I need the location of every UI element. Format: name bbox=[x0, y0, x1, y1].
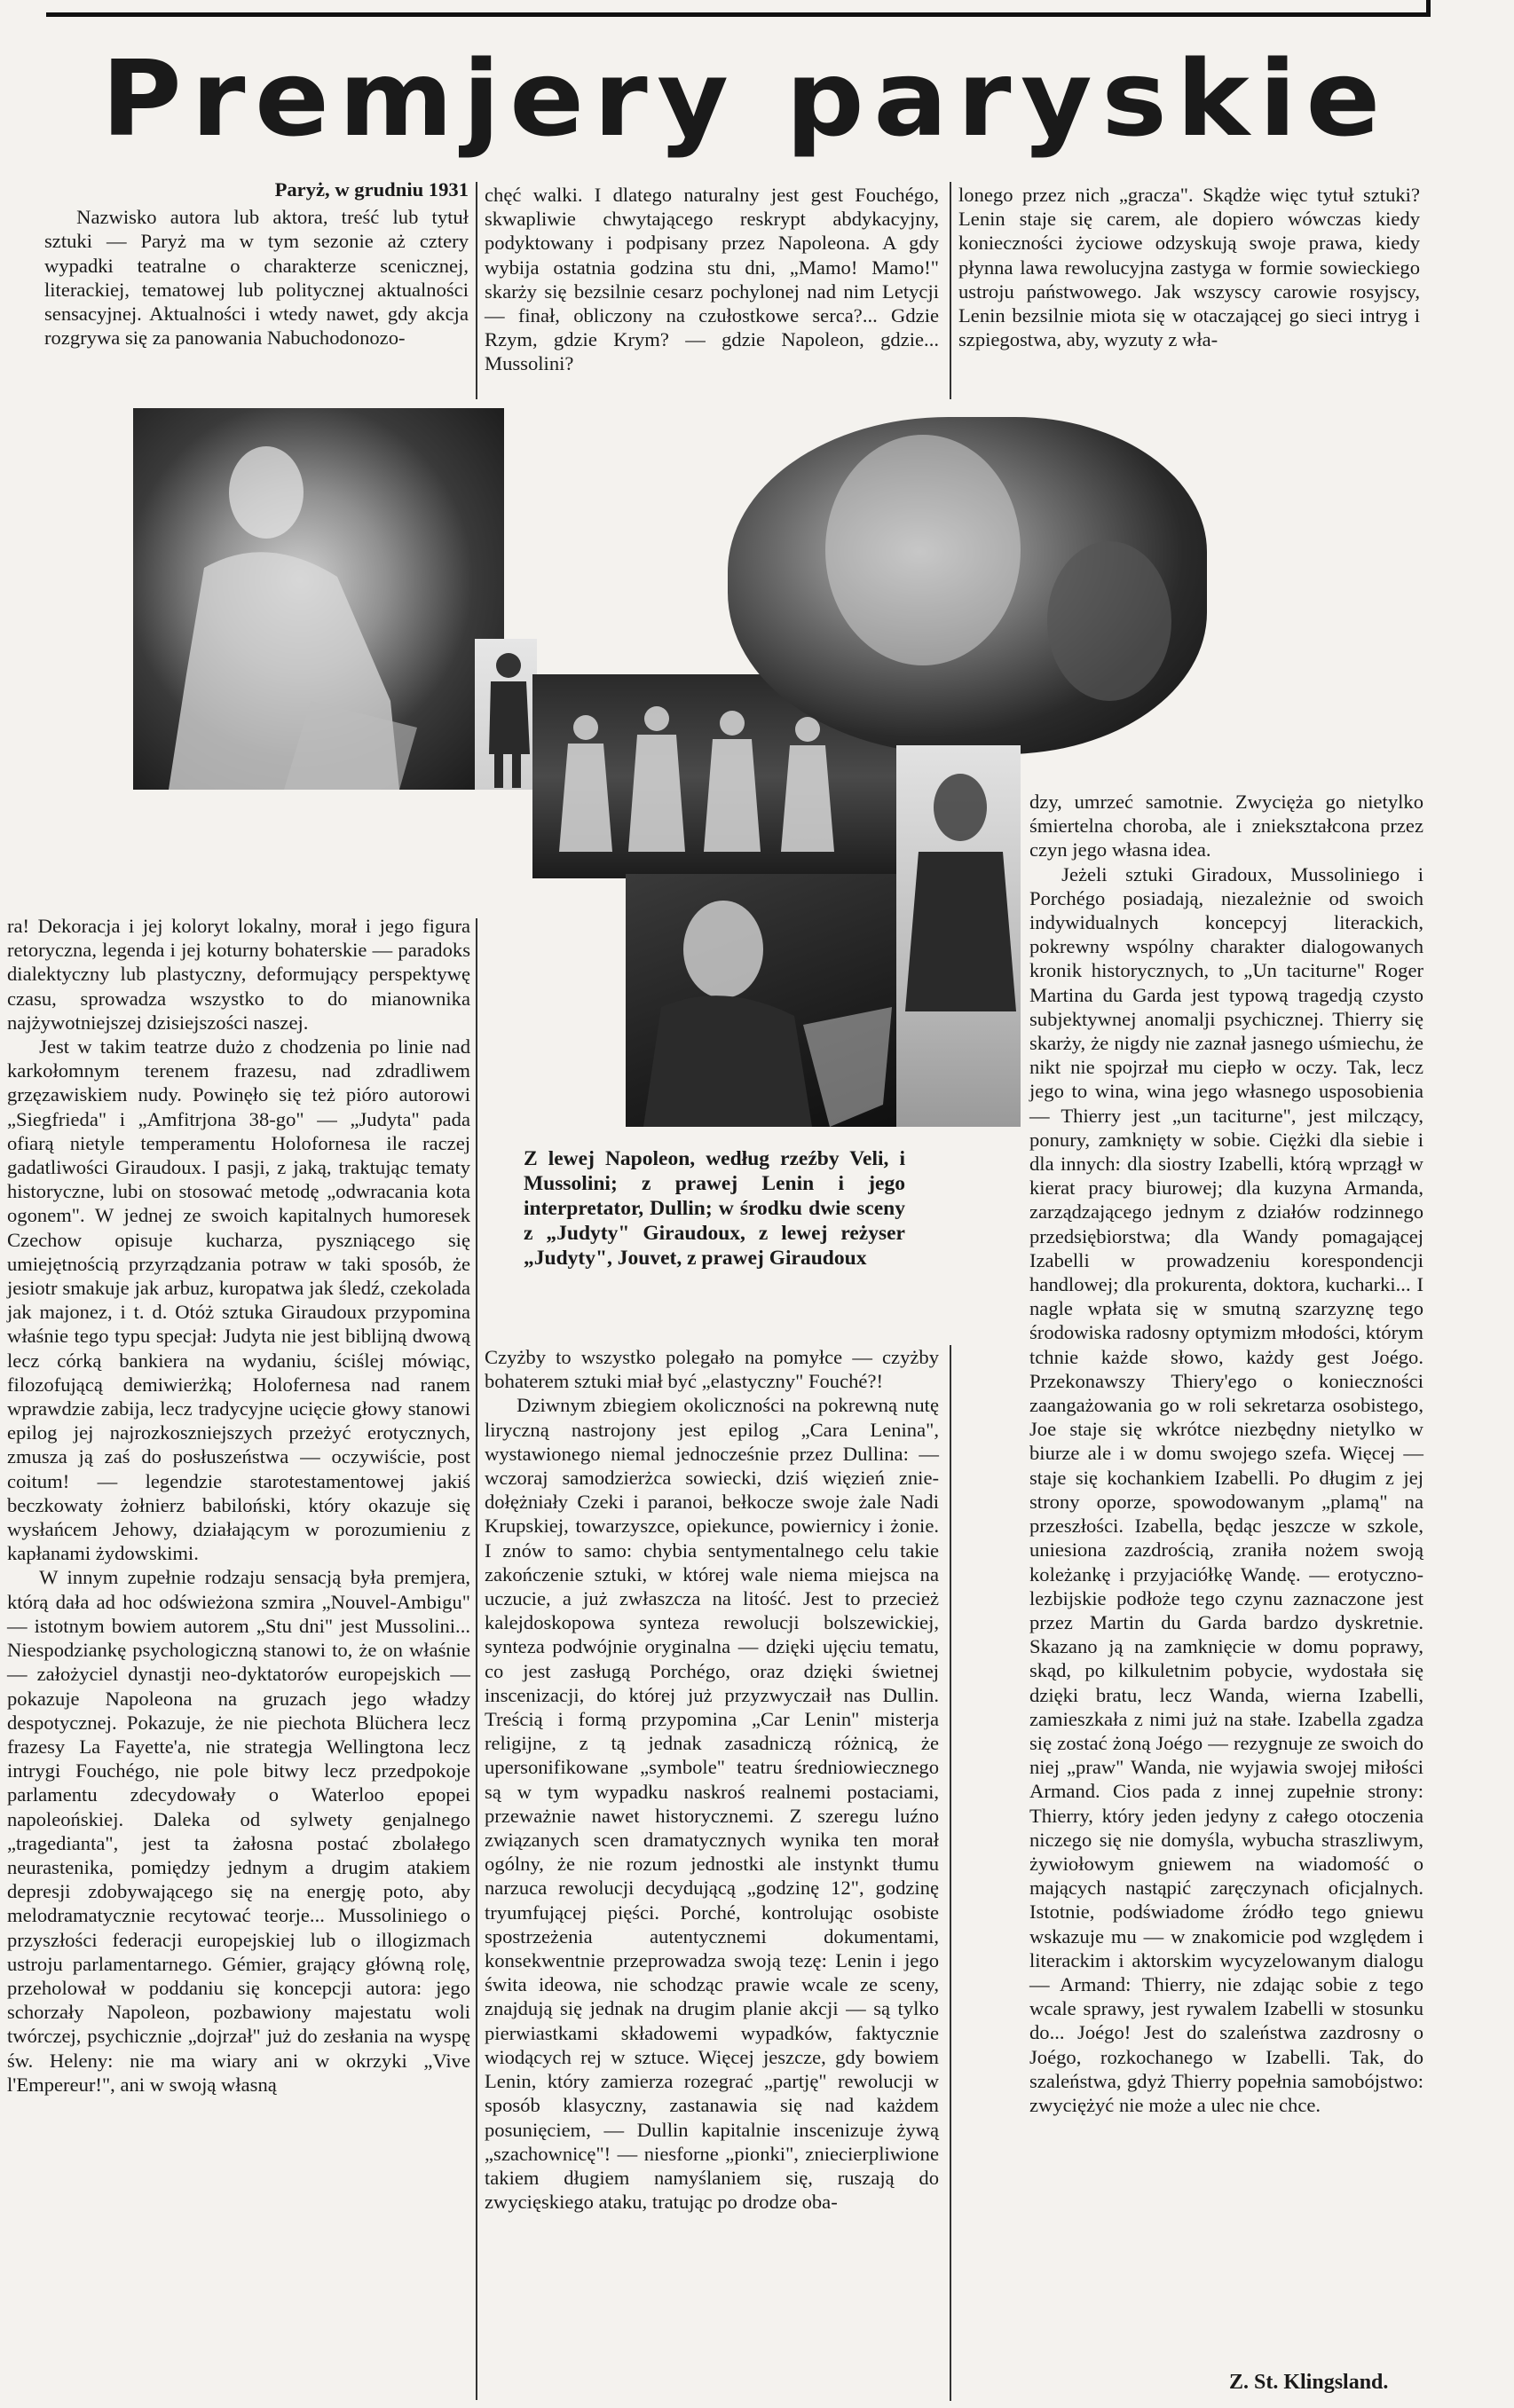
jouvet-photo bbox=[626, 874, 901, 1127]
paragraph: chęć walki. I dlatego naturalny jest gest Fouchégo, skwapliwie chwytającego reskrypt abdykacyjny, podyktowany i podpisany przez Napoleona. A gdy wybija ostatnia godzina stu dni, „Mamo! Mamo!" skarży się bezsilnie cesarz pochylonej nad nim Letycji — finał, obliczony na czułostkowe serca?... Gdzie Rzym, gdzie Krym? — gdzie Napoleon, gdzie... Mussolini? bbox=[485, 184, 939, 375]
column-divider bbox=[950, 1345, 951, 2401]
paragraph: Czyżby to wszystko polegało na pomyłce — czyżby bohaterem sztuki miał być „elastyczny" Fouché?! bbox=[485, 1346, 939, 1393]
column-1-bottom bbox=[7, 914, 470, 2097]
paragraph: Jeżeli sztuki Giradoux, Mussoliniego i Porchégo posiadają, niezależnie od swoich indywidualnych koncepcyj literackich, pokrewny wspólny charakter dialogowanych kronik historycznych, to „Un taciturne" Roger Martina du Garda jest typową tragedją czysto subjektywnej anomalji psychicznej. Thierry się skarży, że nigdy nie zaznał jasnego uśmiechu, że nikt nie spojrzał mu ciepło w oczy. Tak, lecz jego to wina, wina jego własnego usposobienia — Thierry jest „un taciturne", jest milczący, ponury, zamknięty w sobie. Ciężki dla siebie i dla innych: dla siostry Izabelli, którą wprzągł w kierat pracy biurowej; dla kuzyna Armanda, zarządzającego jednym z działów rodzinnego przedsiębiorstwa; dla Wandy pomagającej Izabelli w prowadzeniu korespondencji handlowej; dla prokurenta, doktora, kucharki... I nagle wpłata się w smutną szarzyznę tego środowiska radosny optymizm młodości, którym tchnie każde słowo, każdy gest Joégo. Przekonawszy Thiery'ego o konieczności zaangażowania go w roli sekretarza osobistego, Joe staje się wkrótce niezbędny nietylko w biurze ale i w domu swojego szefa. Więcej — staje się kochankiem Izabelli. Po długim z jej strony oporze, spowodowanym „plamą" na przeszłości. Izabella, będąc jeszcze w szkole, uniesiona zazdrością, zraniła nożem swoją koleżankę i przyjaciółkę Wandę. — erotyczno-lezbijskie podłoże tego czynu zaznaczone jest przez Martin du Garda bardzo dyskretnie. Skazano ją na zamknięcie w domu poprawy, skąd, po kilkuletnim pobycie, wydostała się dzięki bratu, lecz Wanda, wierna Izabelli, zamieszkała z nimi już na stałe. Izabella zgadza się zostać żoną Joégo — rezygnuje ze swoich do niej „praw" Wanda, nie wyjawia swojej miłości Armand. Cios pada z innej zupełnie strony: Thierry, który jeden jedyny z całego otoczenia niczego się nie domyśla, wybucha straszliwym, żywiołowym gniewem na wiadomość o mających nastąpić zaręczynach oficjalnych. Istotnie, podświadome źródło tego gniewu wskazuje mu — w znakomicie pod względem i literackim i aktorskim wycyzelowanym dialogu — Armand: Thierry, nie zdając sobie z tego wcale sprawy, jest rywalem Izabelli w stosunku do... Joégo! Jest do szaleństwa zazdrosny o Joégo, rozkochanego w Izabelli. Tak, do szaleństwa, gdyż Thierry popełnia samobójstwo: zwyciężyć nie może a ulec nie chce. bbox=[1029, 862, 1423, 2116]
column-1-top bbox=[44, 177, 469, 350]
column-divider bbox=[950, 182, 951, 399]
paragraph: dzy, umrzeć samotnie. Zwycięża go nietylko śmiertelna choroba, ale i zniekształcona przez czyn jego własna idea. bbox=[1029, 791, 1423, 862]
page-title: Premjery paryskie bbox=[101, 37, 1390, 160]
column-divider bbox=[476, 182, 477, 399]
dateline: Paryż, w grudniu 1931 bbox=[274, 178, 469, 201]
paragraph: ra! Dekoracja i jej koloryt lokalny, morał i jego figura retoryczna, legenda i jej koturny bohaterskie — paradoks dialektyczny lub plastyczny, deformujący perspektywę czasu, sprowadza wszystko to do mianownika najżywotniejszej dzisiejszości naszej. bbox=[7, 915, 470, 1034]
lenin-portrait-photo bbox=[728, 417, 1207, 754]
column-3-bottom bbox=[1029, 790, 1423, 2117]
photo-caption: Z lewej Napoleon, według rzeźby Veli, i Mussolini; z prawej Lenin i jego interpretator, Dullin; w środku dwie sceny z „Judyty" Giraudoux, z lewej reżyser „Judyty", Jouvet, z prawej Giraudoux bbox=[524, 1147, 905, 1270]
top-frame-rule bbox=[46, 0, 1431, 17]
mussolini-photo bbox=[475, 639, 537, 790]
paragraph: lonego przez nich „gracza". Skądże więc tytuł sztuki? Lenin staje się carem, ale dopiero wówczas kiedy konieczności życiowe odzyskują swoje prawa, kiedy płynna lawa rewolucyjna zastyga w formie sowieckiego ustroju państwowego. Jak wszyscy carowie rosyjscy, Lenin bezsilnie miota się w otaczającej go sieci intryg i szpiegostwa, aby, wyzuty z wła- bbox=[958, 184, 1420, 351]
napoleon-statue-photo bbox=[133, 408, 504, 790]
author-signature: Z. St. Klingsland. bbox=[1229, 2371, 1389, 2394]
column-3-top bbox=[958, 183, 1420, 351]
paragraph: Jest w takim teatrze dużo z chodzenia po linie nad karkołomnym terenem frazesu, nad zdradliwem grzęzawiskiem nudy. Powinęło się też pióro autorowi „Siegfrieda" i „Amfitrjona 38-go" — „Judyta" pada ofiarą nietylе temperamentu Holofornesa ile raczej gadatliwości Giraudoux. I pasji, z jaką, traktując tematy historyczne, lubi on stosować metodę „odwracania kota ogonem". W jednej ze swoich kapitalnych humoresek Czechow opisuje kucharza, pyszniącego się umiejętnością przyrządzania potraw w taki sposób, że jesiotr smakuje jak arbuz, kuropatwa jak śledź, czekolada jak majonez, i t. d. Otóż sztuka Giraudoux przypomina właśnie tego typu specjał: Judyta nie jest biblijną dwową lecz córką bankiera na wydaniu, ściślej mówiąc, filozofującą demiwierżką; Holofernesa nad ranem wprawdzie zabija, lecz tradycyjne ucięcie głowy stanowi epilog jej najrozkoszniejszych przeżyć erotycznych, zmusza ją zaś do posłuszeństwa — oczywiście, post coitum! — legendzie starotestamentowej jakiś beczkowaty żołnierz babiloński, który okazuje się wysłańcem Jehowy, działającym w porozumieniu z kapłanami żydowskimi. bbox=[7, 1035, 470, 1565]
column-2-top bbox=[485, 183, 939, 376]
paragraph: Nazwisko autora lub aktora, treść lub tytuł sztuki — Paryż ma w tym sezonie aż cztery wypadki teatralne o charakterze scenicznej, literackiej, tematowej lub politycznej aktualności sensacyjnej. Aktualności i wtedy nawet, gdy akcja rozgrywa się za panowania Nabuchodonozo- bbox=[44, 206, 469, 350]
giraudoux-photo bbox=[896, 745, 1021, 1127]
column-2-bottom bbox=[485, 1345, 939, 2214]
paragraph: Dziwnym zbiegiem okoliczności na pokrewną nutę liryczną nastrojony jest epilog „Cara Lenina", wystawionego niemal jednocześnie przez Dullina: — wczoraj samodzierżca sowiecki, dziś więzień znie-dołężniały Czeki i paranoi, bełkocze swoje żale Nadi Krupskiej, towarzyszce, opiekunce, powiernicy i żonie. I znów to samo: chybia sentymentalnego celu takie zakończenie sztuki, w której wale niema miejsca na uczucie, a już zwłaszcza na litość. Jest to przecież kalejdoskopowa synteza rewolucji bolszewickiej, synteza podwójnie oryginalna — dzięki ujęciu tematu, co jest zasługą Porchégo, oraz dzięki świetnej inscenizacji, do której już przyzwyczaił nas Dullin. Treścią i formą przypomina „Car Lenin" misterja religijne, z tą jednak zasadniczą różnicą, że upersonifikowane „symbole" teatru średniowiecznego są w tym wypadku naskroś realnemi postaciami, przeważnie nawet historycznemi. Z szeregu luźno związanych scen dramatycznych wynika ten morał ogólny, że nie rozum jednostki ale instynkt tłumu narzuca rewolucji decydującą „godzinę 12", godzinę tryumfującej pięści. Porché, kontrolując osobiste spostrzeżenia autentycznemi dokumentami, konsekwentnie przeprowadza swoją tezę: Lenin i jego świta ideowa, nie schodząc prawie wcale ze sceny, znajdują się jednak na drugim planie akcji — są tylko pierwiastkami składowemi wypadków, faktycznie wiodących rej w sztuce. Więcej jeszcze, gdy bowiem Lenin, który zamierza rozegrać „partję" rewolucji w sposób klasyczny, zastanawia się nad każdem posunięciem, — Dullin kapitalnie inscenizuje żywą „szachownicę"! — niesforne „pionki", zniecierpliwione takiem długiem namyślaniem się, ruszają do zwycięskiego ataku, tratując po drodze oba- bbox=[485, 1394, 939, 2214]
paragraph: W innym zupełnie rodzaju sensacją była premjera, którą dała ad hoc odświeżona szmira „Nouvel-Ambigu" — istotnym bowiem autorem „Stu dni" jest Mussolini... Niespodziankę psychologiczną stanowi to, że on właśnie — założyciel dynastji neo-dyktatorów europejskich — pokazuje Napoleona na gruzach jego władzy despotycznej. Pokazuje, że nie piechota Blüchera lecz frazesy La Fayette'a, nie strategja Wellingtona lecz intrygi Fouchégo, nie pole bitwy lecz przedpokoje parlamentu zdecydowały o Waterloo epopei napoleońskiej. Daleka od sylwety genjalnego „tragedianta", jest ta żałosna postać zbolałego neurastenika, pomiędzy jednym a drugim atakiem depresji zdobywającego się na energję poto, aby melodramatycznie recytować teorje... Mussoliniego o przyszłości federacji europejskiej lub o illogizmach ustroju parlamentarnego. Gémier, grający główną rolę, przeholował w poddaniu się koncepcji autora: jego schorzały Napoleon, pozbawiony majestatu woli twórczej, psychicznie „dojrzał" już do zesłania na wyspę św. Heleny: nie ma wiary ani w okrzyki „Vive l'Empereur!", ani w swoją własną bbox=[7, 1566, 470, 2096]
column-divider bbox=[476, 918, 477, 2400]
